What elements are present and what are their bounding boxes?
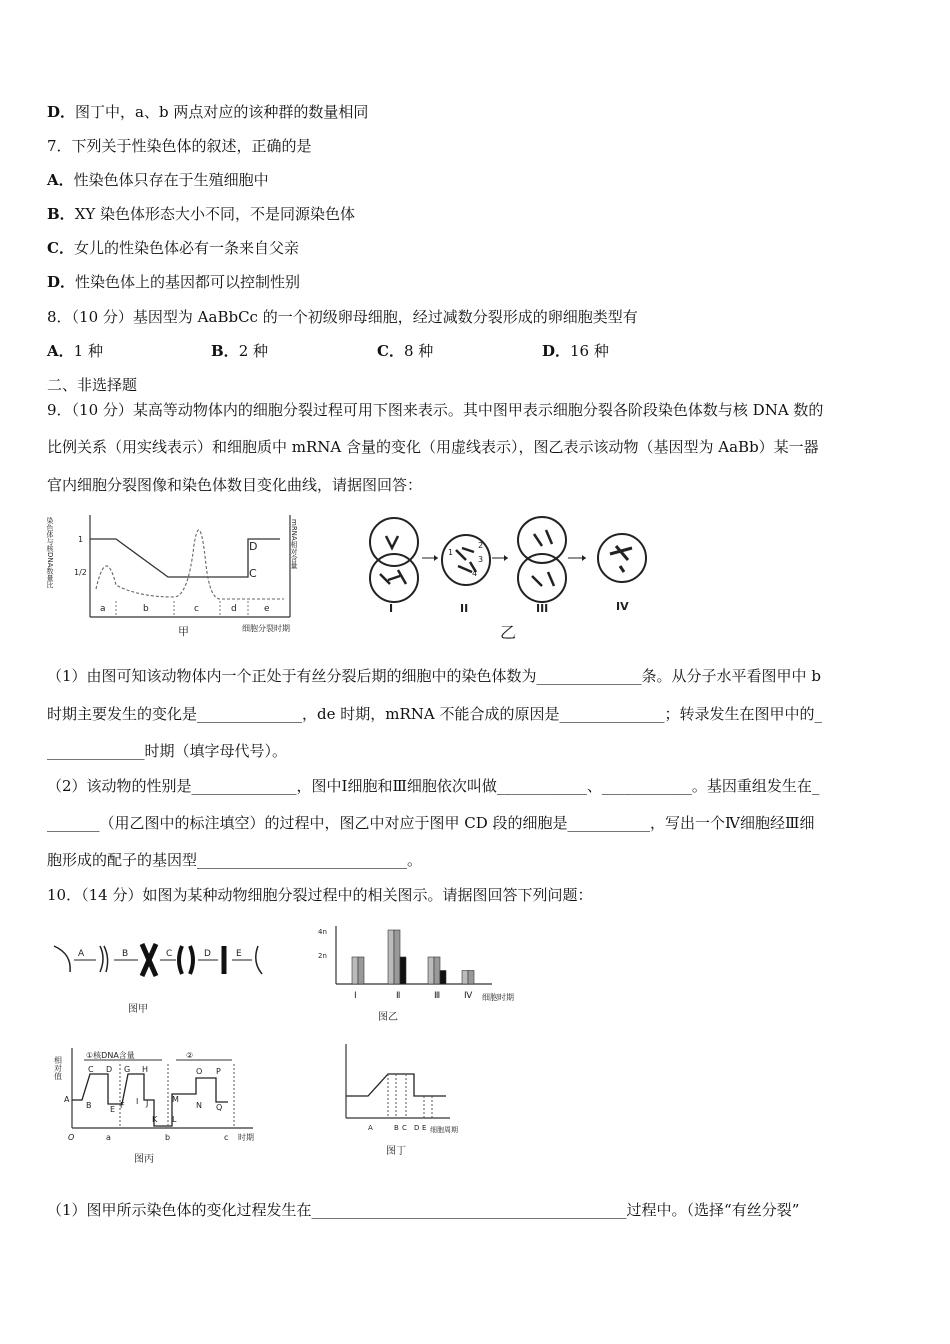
q10-jia-stage-d: D — [204, 949, 211, 959]
q10-jia-chromatin-3 — [256, 946, 262, 974]
q9-part1-line3: _____________时期（填字母代号）。 — [47, 742, 288, 760]
q9-figure-yi — [358, 510, 658, 642]
q9-jia-phase-a: a — [100, 604, 106, 614]
q10-jia-stage-c: C — [166, 949, 173, 959]
q10-figure-yi — [312, 920, 532, 1025]
q10-ding-xtick-b: B — [394, 1124, 399, 1132]
q9-yi-label-4: IV — [616, 600, 629, 613]
section-heading: 二、非选择题 — [47, 376, 138, 394]
q9-jia-ytick-1: 1 — [78, 535, 84, 544]
q10-figure-ding — [340, 1040, 480, 1160]
q10-bing-letters — [64, 1065, 222, 1124]
q9-jia-phase-c: c — [194, 604, 199, 614]
q9-jia-ylabel: 染色体与核DNA数量比 — [46, 517, 54, 589]
q10-bing-letter: H — [142, 1065, 149, 1074]
q10-yi-bar — [394, 930, 400, 984]
q10-bing-letter: B — [86, 1101, 92, 1110]
q10-bing-letter: D — [106, 1065, 113, 1074]
q9-yi-caption: 乙 — [500, 623, 517, 642]
q10-yi-bar — [440, 971, 446, 985]
q9-figure-jia — [48, 505, 310, 640]
q9-yi-label-3: III — [536, 602, 549, 615]
q10-yi-ytick-2n: 2n — [318, 952, 327, 960]
q10-jia-stage-a: A — [78, 949, 85, 959]
q7-option-d: D．性染色体上的基因都可以控制性别 — [47, 273, 301, 291]
q10-yi-bar — [468, 971, 474, 985]
q10-jia-chromatin-1 — [54, 946, 70, 972]
q10-bing-letter: C — [88, 1065, 94, 1074]
q9-yi-label-1: I — [389, 602, 394, 615]
q9-jia-chart — [48, 505, 310, 640]
q10-yi-caption: 图乙 — [378, 1012, 398, 1023]
q9-stem-line1: 9．（10 分）某高等动物体内的细胞分裂过程可用下图来表示。其中图甲表示细胞分裂各阶段染色体数与核 DNA 数的 — [47, 401, 824, 419]
q10-yi-chart — [312, 920, 532, 1025]
q10-yi-bar — [434, 957, 440, 984]
q9-part2-line2: _______（用乙图中的标注填空）的过程中，图乙中对应于图甲 CD 段的细胞是___________，写出一个Ⅳ细胞经Ⅲ细 — [47, 814, 815, 832]
q10-jia-stage-e: E — [236, 949, 242, 959]
q10-yi-bar — [388, 930, 394, 984]
q10-ding-xtick-e: E — [422, 1124, 427, 1132]
q10-bing-legend-1: ①核DNA含量 — [86, 1051, 135, 1060]
q10-yi-period-4: Ⅳ — [464, 991, 473, 1001]
q10-bing-letter: F — [120, 1101, 125, 1110]
q10-jia-caption: 图甲 — [128, 1004, 148, 1015]
q10-yi-bar — [400, 957, 406, 984]
q9-part2-line1: （2）该动物的性别是______________，图中Ⅰ细胞和Ⅲ细胞依次叫做____________、____________。基因重组发生在_ — [47, 777, 820, 795]
q10-bing-chart — [48, 1044, 278, 1166]
q10-bing-legend-2: ② — [186, 1051, 194, 1060]
q10-bing-letter: M — [172, 1095, 179, 1104]
q9-jia-xlabel: 细胞分裂时期 — [242, 624, 290, 633]
q10-part1: （1）图甲所示染色体的变化过程发生在__________________________________________过程中。（选择“有丝分裂” — [47, 1201, 800, 1219]
q10-yi-period-2: Ⅱ — [396, 991, 401, 1001]
q10-jia-diagram — [48, 938, 273, 1020]
q10-bing-letter: A — [64, 1095, 70, 1104]
q10-bing-letter: G — [124, 1065, 131, 1074]
q9-yi-cell-4 — [598, 534, 646, 582]
q8-option-c: C．8 种 — [377, 342, 434, 360]
q8-option-d: D．16 种 — [542, 342, 609, 360]
q9-part1-line2: 时期主要发生的变化是______________，de 时期，mRNA 不能合成的原因是______________；转录发生在图甲中的_ — [47, 705, 822, 723]
q10-bing-letter: L — [172, 1115, 177, 1124]
q6-option-d: D．图丁中，a、b 两点对应的该种群的数量相同 — [47, 103, 369, 121]
q10-bing-xtick-a: a — [106, 1133, 111, 1142]
q9-jia-phase-b: b — [143, 604, 149, 614]
q9-yi-cell-3 — [518, 517, 566, 602]
q7-option-c: C．女儿的性染色体必有一条来自父亲 — [47, 239, 299, 257]
q10-ding-xtick-a: A — [368, 1124, 373, 1132]
q9-part1-line1: （1）由图可知该动物体内一个正处于有丝分裂后期的细胞中的染色体数为______________条。从分子水平看图甲中 b — [47, 667, 821, 685]
q9-jia-phase-d: d — [231, 604, 237, 614]
q10-jia-chromosome-split — [179, 946, 193, 974]
q9-yi-diagram — [358, 510, 658, 642]
q10-stem: 10．（14 分）如图为某种动物细胞分裂过程中的相关图示。请据图回答下列问题： — [47, 886, 593, 904]
q10-bing-caption: 图丙 — [134, 1154, 154, 1165]
q10-bing-letter: I — [136, 1097, 139, 1106]
svg-text:2: 2 — [478, 541, 484, 550]
q9-yi-arrow-head — [582, 555, 586, 561]
q10-figure-jia — [48, 938, 273, 1020]
q10-jia-stage-b: B — [122, 949, 129, 959]
q10-yi-bar — [352, 957, 358, 984]
q10-bing-letter: J — [146, 1099, 149, 1108]
q9-stem-line3: 官内细胞分裂图像和染色体数目变化曲线，请据图回答： — [47, 476, 423, 494]
q7-option-a: A．性染色体只存在于生殖细胞中 — [47, 171, 269, 189]
q8-stem: 8．（10 分）基因型为 AaBbCc 的一个初级卵母细胞，经过减数分裂形成的卵细胞类型有 — [47, 308, 638, 326]
q10-bing-letter: N — [196, 1101, 202, 1110]
q10-yi-bar — [462, 971, 468, 985]
q7-stem: 7．下列关于性染色体的叙述，正确的是 — [47, 137, 312, 155]
q10-bing-letter: O — [196, 1067, 203, 1076]
q10-bing-letter: K — [152, 1115, 158, 1124]
q10-yi-period-1: Ⅰ — [354, 991, 357, 1001]
q10-bing-letter: Q — [216, 1103, 223, 1112]
q10-jia-chromosome-x — [142, 944, 156, 976]
q10-ding-xtick-c: C — [402, 1124, 407, 1132]
q9-yi-cell-2 — [442, 535, 490, 585]
q9-part2-line3: 胞形成的配子的基因型____________________________。 — [47, 851, 423, 869]
svg-text:1: 1 — [448, 548, 454, 557]
q10-bing-xtick-c: c — [224, 1133, 229, 1142]
q9-jia-ytick-half: 1/2 — [74, 568, 87, 577]
q8-option-b: B．2 种 — [211, 342, 268, 360]
q9-jia-caption: 甲 — [178, 625, 189, 638]
q10-yi-bar — [428, 957, 434, 984]
q10-yi-xlabel: 细胞时期 — [482, 993, 514, 1002]
q10-ding-chart — [340, 1040, 480, 1160]
q10-ding-caption: 图丁 — [386, 1146, 406, 1157]
q10-bing-xtick-o: O — [68, 1133, 75, 1142]
q9-jia-point-c: C — [249, 567, 257, 580]
q10-ding-curve — [346, 1074, 446, 1096]
q10-yi-bars — [352, 930, 474, 984]
q10-bing-xlabel: 时期 — [238, 1133, 254, 1142]
q10-bing-curve — [72, 1074, 228, 1126]
q9-yi-arrow-head — [504, 555, 508, 561]
q10-ding-xtick-d: D — [414, 1124, 420, 1132]
q10-bing-letter: E — [110, 1105, 116, 1114]
q9-jia-right-label: mRNA相对含量 — [290, 519, 298, 569]
q9-jia-point-d: D — [249, 540, 258, 553]
q9-yi-cell-1 — [370, 518, 418, 602]
q8-option-a: A．1 种 — [47, 342, 103, 360]
q7-option-b: B．XY 染色体形态大小不同，不是同源染色体 — [47, 205, 356, 223]
q9-yi-arrow-head — [434, 555, 438, 561]
q10-yi-bar — [358, 957, 364, 984]
q9-jia-phase-e: e — [264, 604, 270, 614]
q10-bing-letter: P — [216, 1067, 221, 1076]
q10-bing-ylabel: 相对值 — [53, 1056, 63, 1080]
q10-bing-xtick-b: b — [165, 1133, 171, 1142]
q10-yi-period-3: Ⅲ — [434, 991, 441, 1001]
svg-text:4: 4 — [472, 569, 478, 578]
q9-yi-label-2: II — [460, 602, 469, 615]
q10-ding-xlabel: 细胞周期 — [430, 1126, 458, 1134]
svg-text:3: 3 — [478, 555, 484, 564]
q10-figure-bing — [48, 1044, 278, 1166]
q9-stem-line2: 比例关系（用实线表示）和细胞质中 mRNA 含量的变化（用虚线表示），图乙表示该动物（基因型为 AaBb）某一器 — [47, 438, 819, 456]
q10-jia-chromatin-2 — [100, 946, 108, 972]
q10-yi-ytick-4n: 4n — [318, 928, 327, 936]
